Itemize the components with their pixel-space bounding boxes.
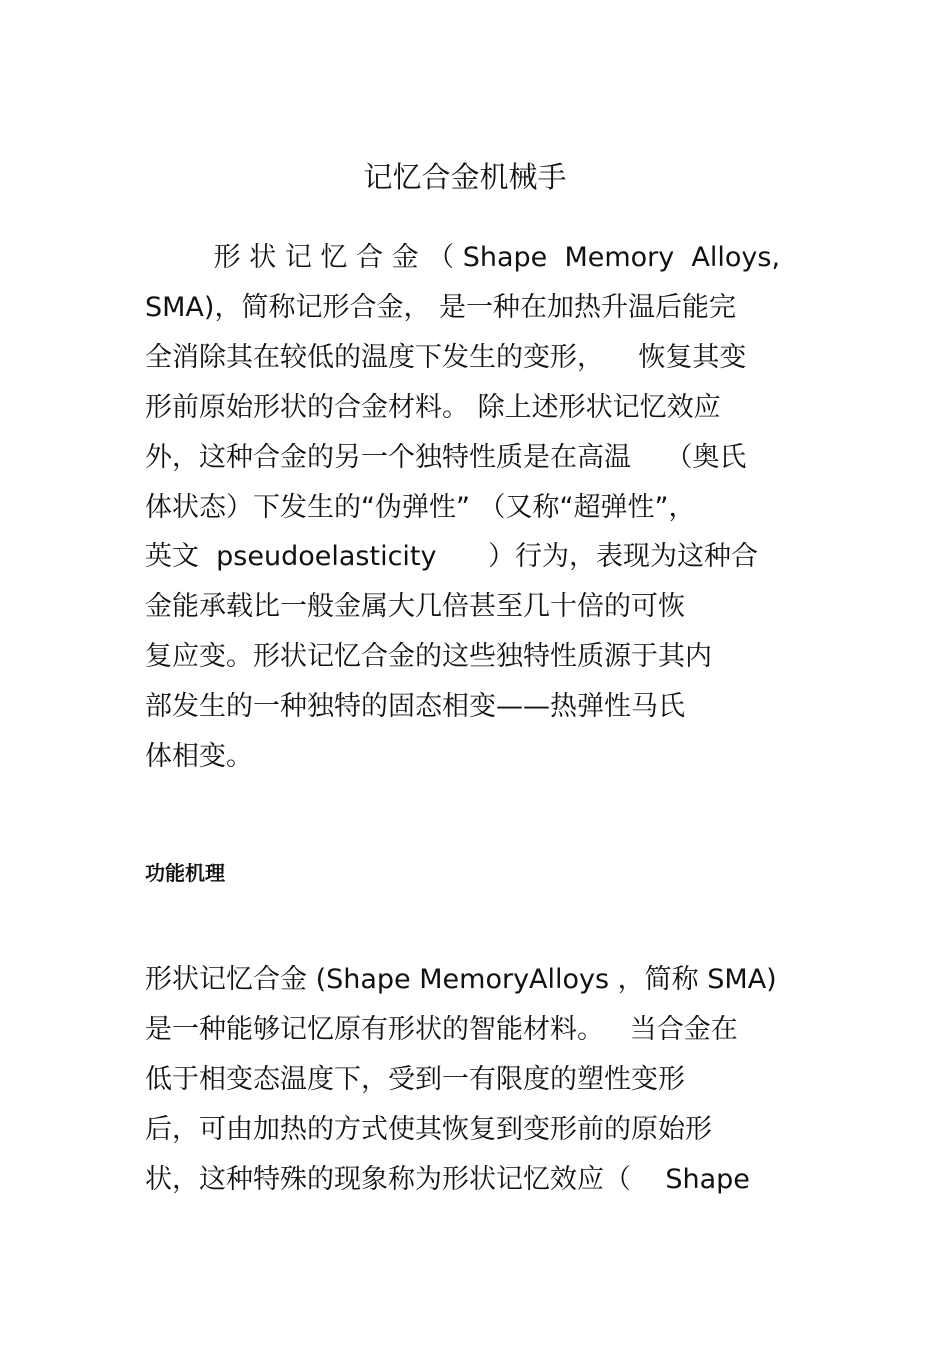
paragraph-line: 形前原始形状的合金材料。 除上述形状记忆效应 bbox=[145, 392, 721, 423]
paragraph-line: 金能承载比一般金属大几倍甚至几十倍的可恢 bbox=[145, 591, 685, 622]
paragraph-line: 体状态）下发生的“伪弹性” （又称“超弹性”， bbox=[145, 492, 696, 523]
paragraph-line: 是一种能够记忆原有形状的智能材料。 当合金在 bbox=[145, 1014, 738, 1045]
section-heading: 功能机理 bbox=[145, 861, 225, 885]
paragraph-line: 全消除其在较低的温度下发生的变形， 恢复其变 bbox=[145, 342, 747, 373]
paragraph-line: 状，这种特殊的现象称为形状记忆效应（ Shape bbox=[145, 1164, 750, 1195]
paragraph-line: SMA)，简称记形合金， 是一种在加热升温后能完 bbox=[145, 292, 737, 323]
document-title: 记忆合金机械手 bbox=[363, 160, 567, 194]
paragraph-line: 部发生的一种独特的固态相变——热弹性马氏 bbox=[145, 691, 685, 722]
paragraph-line: 低于相变态温度下，受到一有限度的塑性变形 bbox=[145, 1064, 685, 1095]
paragraph-line: 外，这种合金的另一个独特性质是在高温 （奥氏 bbox=[145, 442, 747, 473]
paragraph-line: 复应变。形状记忆合金的这些独特性质源于其内 bbox=[145, 641, 712, 672]
paragraph-line: 英文 pseudoelasticity ）行为，表现为这种合 bbox=[145, 541, 758, 572]
paragraph-line: 形状记忆合金 (Shape MemoryAlloys ，简称 SMA) bbox=[145, 964, 777, 995]
paragraph-line: 体相变。 bbox=[145, 741, 253, 772]
paragraph-line: 形 状 记 忆 合 金 （ Shape Memory Alloys, bbox=[145, 242, 781, 273]
paragraph-line: 后，可由加热的方式使其恢复到变形前的原始形 bbox=[145, 1114, 712, 1145]
